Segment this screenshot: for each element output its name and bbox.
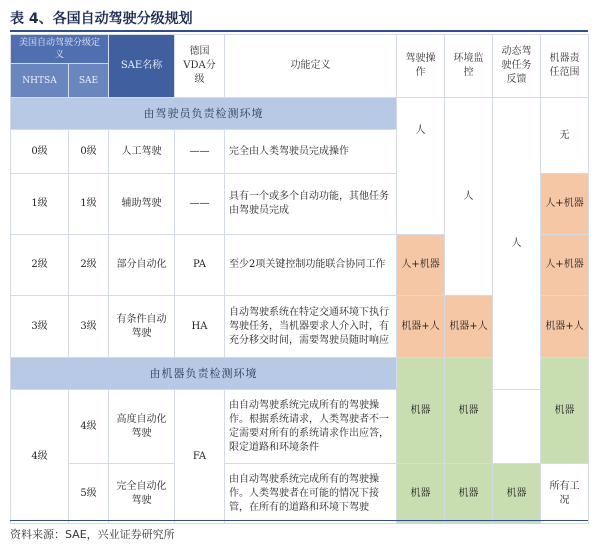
vda-2: PA (175, 235, 225, 296)
def-5: 由自动驾驶系统完成所有的驾驶操作。人类驾驶者在可能的情况下接管，在所有的道路和环境下驾驶 (225, 464, 397, 524)
monitor-4: 机器 (445, 358, 493, 464)
vda-0: —— (175, 130, 225, 174)
nhtsa-1: 1级 (11, 174, 69, 235)
scope-0: 无 (541, 98, 589, 174)
def-2: 至少2项关键控制功能联合协同工作 (225, 235, 397, 296)
source-rule (10, 520, 588, 521)
name-0: 人工驾驶 (109, 130, 175, 174)
table-row (11, 464, 589, 524)
source-note: 资料来源：SAE，兴业证券研究所 (10, 528, 175, 541)
header-monitor: 环境监控 (445, 35, 493, 98)
drive-2: 人+机器 (397, 235, 445, 296)
header-scope: 机器责任范围 (541, 35, 589, 98)
drive-1: 人+机器 (541, 174, 589, 235)
def-1: 具有一个或多个自动功能，其他任务由驾驶员完成 (225, 174, 397, 235)
vda-4: FA (175, 390, 225, 524)
header-us-group: 美国自动驾驶分级定义 (11, 35, 109, 64)
sae-5: 5级 (69, 464, 109, 524)
sae-0: 0级 (69, 130, 109, 174)
fallback-5: 机器 (493, 464, 541, 524)
vda-1: —— (175, 174, 225, 235)
fallback-4: 机器 (541, 358, 589, 464)
drive-4: 机器 (397, 358, 445, 464)
header-drive: 驾驶操作 (397, 35, 445, 98)
sae-3: 3级 (69, 296, 109, 358)
table-title: 表 4、各国自动驾驶分级规划 (10, 11, 193, 27)
name-1: 辅助驾驶 (109, 174, 175, 235)
monitor-2: 人+机器 (541, 235, 589, 296)
classification-table (10, 34, 589, 524)
header-sae: SAE (69, 64, 109, 98)
def-3: 自动驾驶系统在特定交通环境下执行驾驶任务，当机器要求人介入时，有充分移交时间，需要驾驶员随时响应 (225, 296, 397, 358)
header-fallback: 动态驾驶任务反馈 (493, 35, 541, 98)
name-4: 高度自动化驾驶 (109, 390, 175, 464)
monitor-3: 机器+人 (445, 296, 493, 358)
def-4: 由自动驾驶系统完成所有的驾驶操作。根据系统请求，人类驾驶者不一定需要对所有的系统请求作出应答，限定道路和环境条件 (225, 390, 397, 464)
header-vda: 德国VDA分级 (175, 35, 225, 98)
sae-2: 2级 (69, 235, 109, 296)
nhtsa-0: 0级 (11, 130, 69, 174)
scope-5: 所有工况 (541, 464, 589, 524)
fallback-3: 机器+人 (541, 296, 589, 358)
table-row (11, 390, 589, 464)
def-0: 完全由人类驾驶员完成操作 (225, 130, 397, 174)
nhtsa-2: 2级 (11, 235, 69, 296)
header-nhtsa: NHTSA (11, 64, 69, 98)
section-driver-monitors: 由驾驶员负责检测环境 (11, 98, 397, 130)
drive-3: 机器+人 (397, 296, 445, 358)
title-rule (10, 30, 588, 32)
monitor-human: 人 (445, 98, 493, 296)
drive-5: 机器 (397, 464, 445, 524)
vda-3: HA (175, 296, 225, 358)
sae-1: 1级 (69, 174, 109, 235)
fallback-human: 人 (493, 98, 541, 390)
nhtsa-3: 3级 (11, 296, 69, 358)
header-sae-name: SAE名称 (109, 35, 175, 98)
drive-human: 人 (397, 98, 445, 235)
nhtsa-4: 4级 (11, 390, 69, 524)
sae-4: 4级 (69, 390, 109, 464)
monitor-5: 机器 (445, 464, 493, 524)
name-3: 有条件自动驾驶 (109, 296, 175, 358)
header-def: 功能定义 (225, 35, 397, 98)
name-5: 完全自动化驾驶 (109, 464, 175, 524)
name-2: 部分自动化 (109, 235, 175, 296)
section-machine-monitors: 由机器负责检测环境 (11, 358, 397, 390)
